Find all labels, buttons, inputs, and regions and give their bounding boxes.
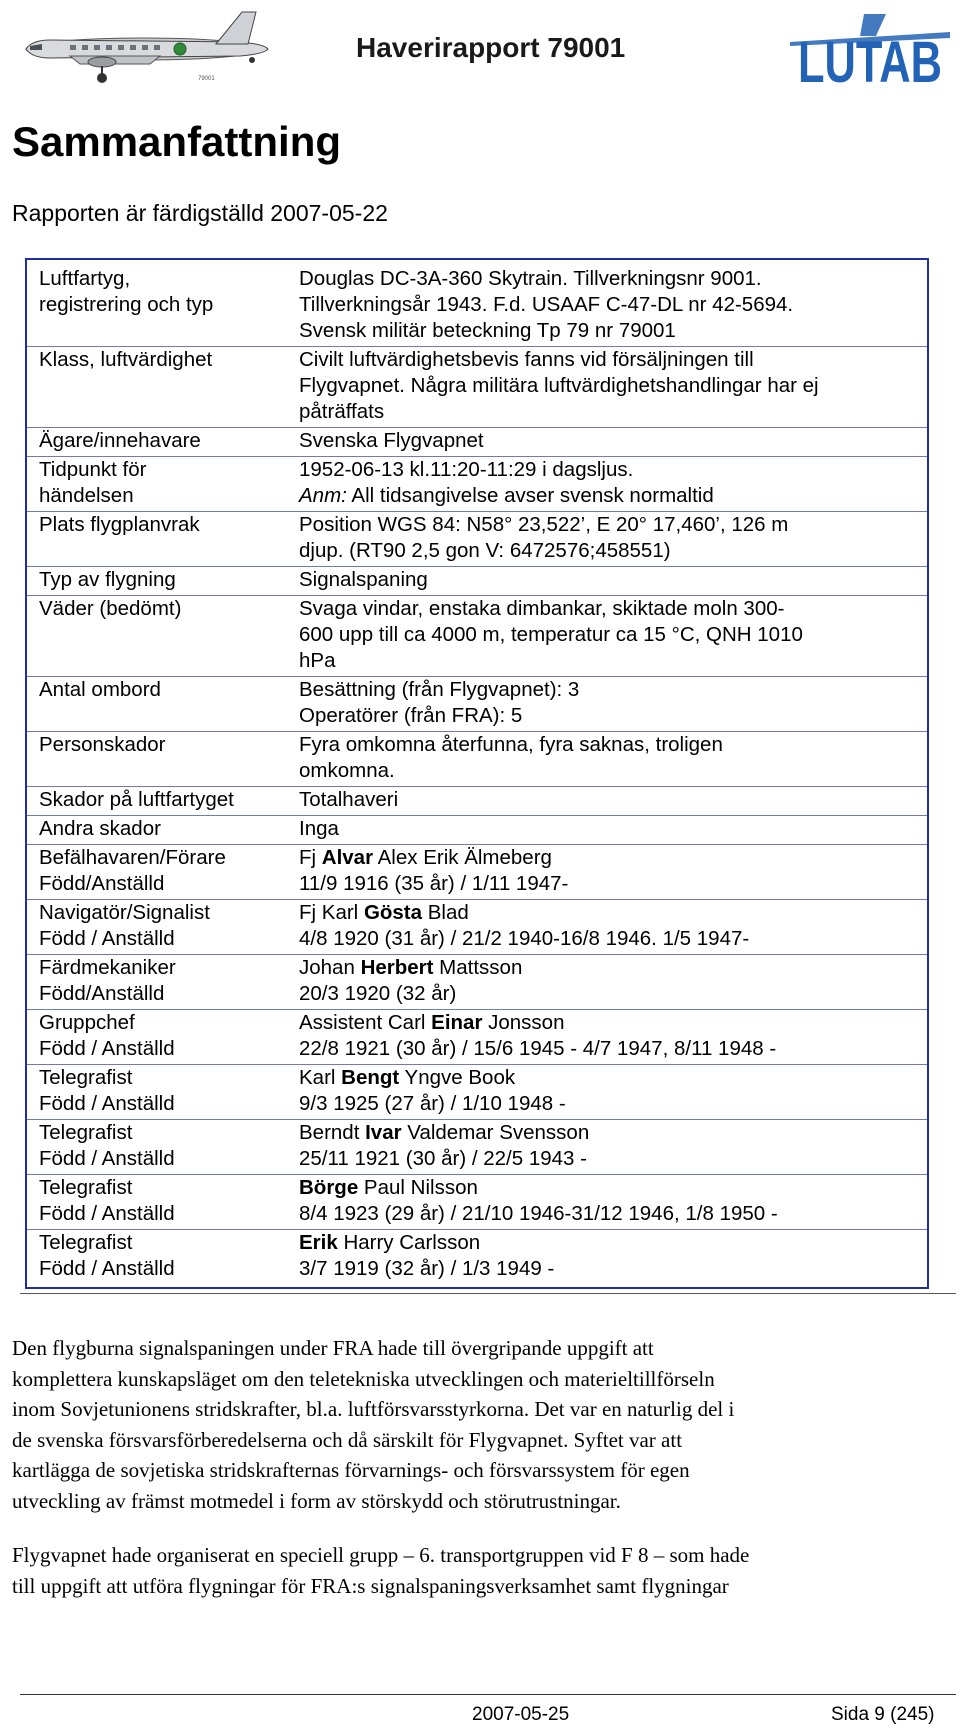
- row-label: [39, 596, 289, 622]
- table-row: [27, 596, 927, 676]
- footer-date: 2007-05-25: [472, 1704, 570, 1725]
- row-label-line: Telegrafist: [39, 1121, 133, 1144]
- row-value-line: [299, 787, 923, 813]
- table-row: [27, 1230, 927, 1284]
- row-value: [299, 347, 923, 425]
- value-text: Fyra omkomna återfunna, fyra saknas, troligen: [299, 733, 723, 756]
- row-value-line: [299, 648, 923, 674]
- row-label-line: registrering och typ: [39, 293, 214, 316]
- value-text: Inga: [299, 817, 339, 840]
- row-value-line: [299, 845, 923, 871]
- table-row: [27, 1065, 927, 1119]
- row-label: [39, 787, 289, 813]
- footer-page-number: Sida 9 (245): [831, 1704, 935, 1725]
- row-label: [39, 732, 289, 758]
- called-name: Bengt: [341, 1066, 400, 1089]
- table-row: [27, 457, 927, 511]
- row-value: [299, 1230, 923, 1282]
- row-value-line: [299, 871, 923, 897]
- report-completed-date: Rapporten är färdigställd 2007-05-22: [12, 200, 388, 226]
- row-value: [299, 1065, 923, 1117]
- summary-table: [25, 258, 929, 1289]
- value-text: Operatörer (från FRA): 5: [299, 704, 523, 727]
- row-value-line: [299, 1256, 923, 1282]
- called-name: Gösta: [363, 901, 423, 924]
- value-text: Assistent Carl: [299, 1011, 432, 1034]
- row-value-line: [299, 428, 923, 454]
- row-label-line: Född / Anställd: [39, 1037, 175, 1060]
- row-label-line: Befälhavaren/Förare: [39, 846, 226, 869]
- row-label-line: Född / Anställd: [39, 1092, 175, 1115]
- value-text: Jonsson: [482, 1011, 565, 1034]
- table-row: [27, 347, 927, 427]
- row-value-line: [299, 266, 923, 292]
- called-name: Alvar: [321, 846, 374, 869]
- row-value: [299, 1120, 923, 1172]
- paragraph-line: Flygvapnet hade organiserat en speciell grupp – 6. transportgruppen vid F 8 – som hade: [12, 1543, 750, 1567]
- row-value: [299, 512, 923, 564]
- value-text: 8/4 1923 (29 år) / 21/10 1946-31/12 1946, 1/8 1950 -: [299, 1202, 778, 1225]
- row-label-line: Typ av flygning: [39, 568, 176, 591]
- row-label-line: Telegrafist: [39, 1176, 133, 1199]
- row-label: [39, 347, 289, 373]
- row-label-line: Född / Anställd: [39, 927, 175, 950]
- row-value-line: [299, 816, 923, 842]
- value-text: 4/8 1920 (31 år) / 21/2 1940-16/8 1946. 1/5 1947-: [299, 927, 750, 950]
- row-value: [299, 955, 923, 1007]
- value-text: Paul Nilsson: [358, 1176, 478, 1199]
- value-text: Signalspaning: [299, 568, 428, 591]
- row-label: [39, 457, 289, 509]
- table-row: [27, 512, 927, 566]
- table-row: [27, 900, 927, 954]
- paragraph-line: Den flygburna signalspaningen under FRA hade till övergripande uppgift att: [12, 1336, 654, 1360]
- row-value: [299, 816, 923, 842]
- row-label: [39, 1230, 289, 1282]
- row-value: [299, 677, 923, 729]
- row-label-line: Klass, luftvärdighet: [39, 348, 213, 371]
- row-label-line: Född/Anställd: [39, 872, 165, 895]
- value-text: Alex Erik Älmeberg: [373, 846, 552, 869]
- row-label-line: Född / Anställd: [39, 1257, 175, 1280]
- row-value-line: [299, 758, 923, 784]
- row-label: [39, 1010, 289, 1062]
- table-row: [27, 787, 927, 815]
- value-text: All tidsangivelse avser svensk normaltid: [346, 484, 714, 507]
- row-value-line: [299, 1146, 923, 1172]
- value-text: djup. (RT90 2,5 gon V: 6472576;458551): [299, 539, 671, 562]
- table-row: [27, 1010, 927, 1064]
- paragraph-line: till uppgift att utföra flygningar för FRA:s signalspaningsverksamhet samt flygningar: [12, 1573, 729, 1598]
- page-header: [0, 0, 960, 95]
- called-name: Einar: [431, 1011, 483, 1034]
- plane-marking: 79001: [198, 76, 215, 82]
- row-label: [39, 816, 289, 842]
- row-value-line: [299, 596, 923, 622]
- value-text: 9/3 1925 (27 år) / 1/10 1948 -: [299, 1092, 566, 1115]
- row-value: [299, 732, 923, 784]
- row-value: [299, 845, 923, 897]
- row-label-line: Andra skador: [39, 817, 161, 840]
- row-label-line: Skador på luftfartyget: [39, 788, 234, 811]
- row-value: [299, 596, 923, 674]
- value-text: Totalhaveri: [299, 788, 399, 811]
- paragraph-line: kartlägga de sovjetiska stridskrafternas förvarnings- och försvarssystem för egen: [12, 1458, 690, 1482]
- row-value: [299, 567, 923, 593]
- row-value-line: [299, 373, 923, 399]
- row-value-line: [299, 1230, 923, 1256]
- row-label-line: Plats flygplanvrak: [39, 513, 200, 536]
- row-value: [299, 428, 923, 454]
- footer-rule: [20, 1694, 956, 1695]
- row-label-line: händelsen: [39, 484, 134, 507]
- table-row: [27, 845, 927, 899]
- value-text: Johan: [299, 956, 361, 979]
- row-value: [299, 787, 923, 813]
- row-value-line: [299, 318, 923, 344]
- table-row: [27, 955, 927, 1009]
- row-label-line: Antal ombord: [39, 678, 161, 701]
- row-value-line: [299, 1036, 923, 1062]
- row-label-line: Navigatör/Signalist: [39, 901, 210, 924]
- section-title: Sammanfattning: [12, 118, 342, 165]
- table-row: [27, 1120, 927, 1174]
- table-row: [27, 677, 927, 731]
- row-value-line: [299, 677, 923, 703]
- row-value-line: [299, 567, 923, 593]
- row-value-line: [299, 1201, 923, 1227]
- dc3-aircraft-illustration: [10, 4, 280, 86]
- called-name: Herbert: [360, 956, 434, 979]
- value-text: 11/9 1916 (35 år) / 1/11 1947-: [299, 872, 569, 895]
- table-row: [27, 428, 927, 456]
- row-value-line: [299, 1120, 923, 1146]
- paragraph: [12, 1540, 948, 1601]
- value-text: Blad: [422, 901, 469, 924]
- row-label: [39, 677, 289, 703]
- logo-text: LUTAB: [798, 30, 942, 90]
- row-value: [299, 900, 923, 952]
- value-text: Karl: [299, 1066, 342, 1089]
- value-text: 25/11 1921 (30 år) / 22/5 1943 -: [299, 1147, 587, 1170]
- row-value: [299, 1010, 923, 1062]
- row-label: [39, 266, 289, 318]
- value-text: Svaga vindar, enstaka dimbankar, skiktade moln 300-: [299, 597, 785, 620]
- value-text: omkomna.: [299, 759, 395, 782]
- table-row: [27, 567, 927, 595]
- row-label: [39, 512, 289, 538]
- table-bottom-rule: [20, 1293, 956, 1294]
- value-text: Svenska Flygvapnet: [299, 429, 484, 452]
- value-text: Berndt: [299, 1121, 366, 1144]
- value-text: Svensk militär beteckning Tp 79 nr 79001: [299, 319, 676, 342]
- row-label: [39, 428, 289, 454]
- row-label-line: Ägare/innehavare: [39, 429, 201, 452]
- row-value-line: [299, 703, 923, 729]
- row-value-line: [299, 399, 923, 425]
- row-value-line: [299, 1010, 923, 1036]
- value-text: 3/7 1919 (32 år) / 1/3 1949 -: [299, 1257, 555, 1280]
- row-label-line: Född / Anställd: [39, 1202, 175, 1225]
- paragraph-line: inom Sovjetunionens stridskrafter, bl.a. luftförsvarsstyrkorna. Det var en naturlig del i: [12, 1397, 735, 1421]
- value-text: hPa: [299, 649, 336, 672]
- value-text: påträffats: [299, 400, 385, 423]
- row-label: [39, 845, 289, 897]
- paragraph-line: de svenska försvarsförberedelserna och då särskilt för Flygvapnet. Syftet var att: [12, 1427, 683, 1452]
- row-value-line: [299, 347, 923, 373]
- value-text: Flygvapnet. Några militära luftvärdighetshandlingar har ej: [299, 374, 819, 397]
- row-value-line: [299, 1175, 923, 1201]
- value-text: 22/8 1921 (30 år) / 15/6 1945 - 4/7 1947, 8/11 1948 -: [299, 1037, 777, 1060]
- value-text: Yngve Book: [399, 1066, 516, 1089]
- header-title: Haverirapport 79001: [356, 32, 626, 63]
- row-value-line: [299, 1091, 923, 1117]
- row-label-line: Gruppchef: [39, 1011, 135, 1034]
- row-label-line: Luftfartyg,: [39, 267, 131, 290]
- value-text: Besättning (från Flygvapnet): 3: [299, 678, 580, 701]
- table-row: [27, 732, 927, 786]
- value-text: 600 upp till ca 4000 m, temperatur ca 15 °C, QNH 1010: [299, 623, 803, 646]
- value-text: Position WGS 84: N58° 23,522’, E 20° 17,460’, 126 m: [299, 513, 789, 536]
- row-value-line: [299, 483, 923, 509]
- row-label-line: Tidpunkt för: [39, 458, 147, 481]
- table-row: [27, 1175, 927, 1229]
- value-text: Fj Karl: [299, 901, 364, 924]
- row-label-line: Telegrafist: [39, 1231, 133, 1254]
- value-text: 20/3 1920 (32 år): [299, 982, 457, 1005]
- value-text: Tillverkningsår 1943. F.d. USAAF C-47-DL nr 42-5694.: [299, 293, 794, 316]
- row-value: [299, 457, 923, 509]
- row-label-line: Telegrafist: [39, 1066, 133, 1089]
- row-label: [39, 1120, 289, 1172]
- value-text: Anm:: [299, 484, 347, 507]
- value-text: Valdemar Svensson: [401, 1121, 590, 1144]
- row-value-line: [299, 292, 923, 318]
- row-value-line: [299, 926, 923, 952]
- row-value-line: [299, 512, 923, 538]
- row-label: [39, 955, 289, 1007]
- paragraph-line: utveckling av främst motmedel i form av störskydd och störutrustningar.: [12, 1488, 621, 1513]
- table-row: [27, 816, 927, 844]
- row-label-line: Född/Anställd: [39, 982, 165, 1005]
- row-value-line: [299, 538, 923, 564]
- value-text: 1952-06-13 kl.11:20-11:29 i dagsljus.: [299, 458, 634, 481]
- row-label-line: Väder (bedömt): [39, 597, 182, 620]
- value-text: Mattsson: [433, 956, 523, 979]
- row-value-line: [299, 457, 923, 483]
- value-text: Fj: [299, 846, 322, 869]
- row-label-line: Personskador: [39, 733, 166, 756]
- row-value-line: [299, 1065, 923, 1091]
- called-name: Ivar: [365, 1121, 402, 1144]
- row-value-line: [299, 955, 923, 981]
- value-text: Civilt luftvärdighetsbevis fanns vid försäljningen till: [299, 348, 754, 371]
- lutab-logo: [790, 6, 950, 90]
- called-name: Börge: [299, 1176, 359, 1199]
- row-value: [299, 266, 923, 344]
- row-label: [39, 900, 289, 952]
- row-value: [299, 1175, 923, 1227]
- value-text: Douglas DC-3A-360 Skytrain. Tillverkningsnr 9001.: [299, 267, 762, 290]
- row-label: [39, 567, 289, 593]
- called-name: Erik: [299, 1231, 338, 1254]
- row-label-line: Född / Anställd: [39, 1147, 175, 1170]
- paragraph: [12, 1333, 948, 1516]
- row-label-line: Färdmekaniker: [39, 956, 176, 979]
- row-value-line: [299, 622, 923, 648]
- row-label: [39, 1065, 289, 1117]
- row-label: [39, 1175, 289, 1227]
- row-value-line: [299, 900, 923, 926]
- row-value-line: [299, 732, 923, 758]
- value-text: Harry Carlsson: [337, 1231, 481, 1254]
- table-row: [27, 266, 927, 346]
- paragraph-line: komplettera kunskapsläget om den teletekniska utvecklingen och materieltillförseln: [12, 1366, 715, 1391]
- row-value-line: [299, 981, 923, 1007]
